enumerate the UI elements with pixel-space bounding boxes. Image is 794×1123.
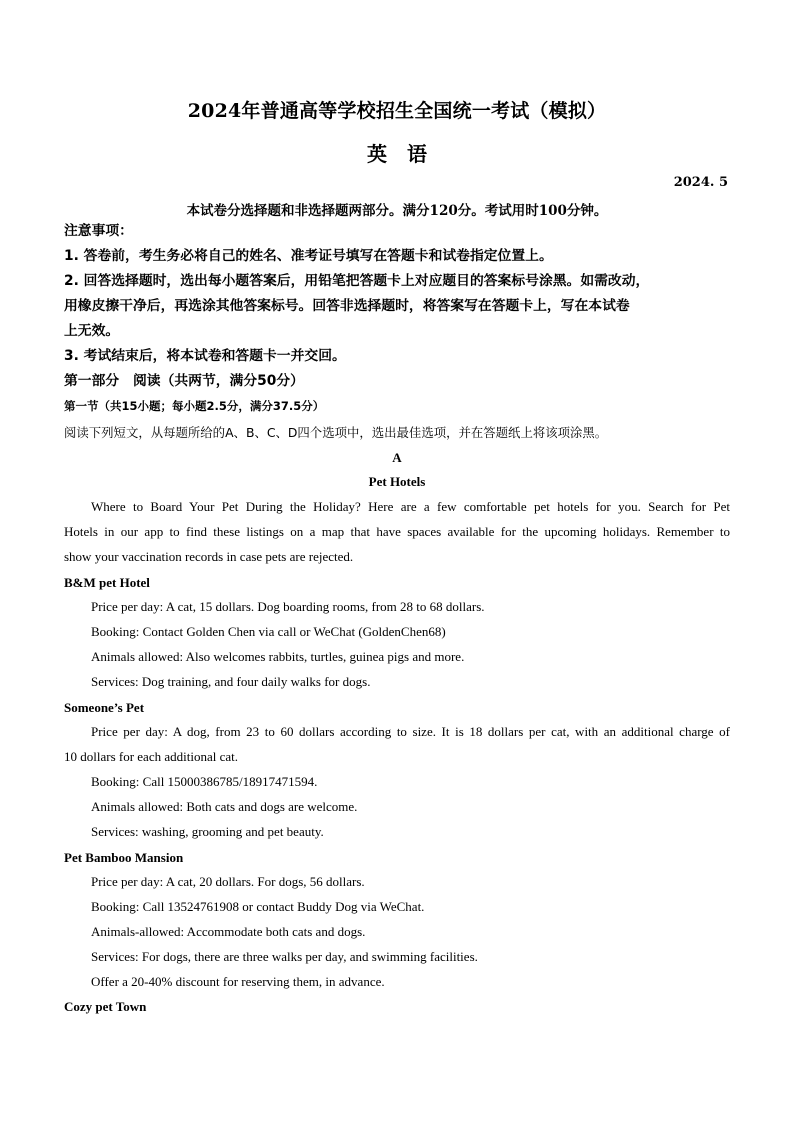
passage-intro-line-2: Hotels in our app to find these listings on a map that have spaces available for the upcoming holidays. Remember to [64,524,730,539]
passage-letter: A [392,450,402,465]
hotel-2-price-line-2: 10 dollars for each additional cat. [64,749,238,764]
passage-title: Pet Hotels [368,474,426,489]
hotel-1-booking: Booking: Contact Golden Chen via call or WeChat (GoldenChen68) [91,624,446,639]
subject-title: 英语 [367,142,447,166]
hotel-2-services: Services: washing, grooming and pet beauty. [91,824,324,839]
hotel-1-name: B&M pet Hotel [64,575,150,590]
hotel-3-name: Pet Bamboo Mansion [64,850,184,865]
hotel-3-price: Price per day: A cat, 20 dollars. For dogs, 56 dollars. [91,874,365,889]
hotel-2-animals: Animals allowed: Both cats and dogs are welcome. [91,799,358,814]
notice-item-2-line-2: 用橡皮擦干净后，再选涂其他答案标号。回答非选择题时，将答案写在答题卡上，写在本试卷 [64,298,630,314]
notice-item-2-line-3: 上无效。 [64,323,120,339]
exam-title: 2024年普通高等学校招生全国统一考试（模拟） [187,100,607,122]
hotel-2-price-line-1: Price per day: A dog, from 23 to 60 dollars according to size. It is 18 dollars per cat, with an additional charge of [91,724,730,739]
notice-item-3: 3. 考试结束后，将本试卷和答题卡一并交回。 [64,348,346,364]
hotel-1-animals: Animals allowed: Also welcomes rabbits, turtles, guinea pigs and more. [91,649,465,664]
hotel-2-name: Someone’s Pet [64,700,145,715]
notice-item-1: 1. 答卷前，考生务必将自己的姓名、准考证号填写在答题卡和试卷指定位置上。 [64,248,553,264]
notice-heading: 注意事项： [64,223,133,239]
passage-intro-line-1: Where to Board Your Pet During the Holiday? Here are a few comfortable pet hotels for you. Search for Pet [91,499,730,514]
hotel-1-services: Services: Dog training, and four daily walks for dogs. [91,674,371,689]
part1-heading: 第一部分 阅读（共两节，满分50分） [64,373,304,389]
reading-instruction: 阅读下列短文，从每题所给的A、B、C、D四个选项中，选出最佳选项，并在答题纸上将该项涂黑。 [64,425,608,440]
hotel-4-name: Cozy pet Town [64,999,147,1014]
section1-heading: 第一节（共15小题；每小题2.5分，满分37.5分） [64,399,325,413]
hotel-3-booking: Booking: Call 13524761908 or contact Buddy Dog via WeChat. [91,899,425,914]
hotel-3-services: Services: For dogs, there are three walks per day, and swimming facilities. [91,949,478,964]
exam-intro: 本试卷分选择题和非选择题两部分。满分120分。考试用时100分钟。 [186,203,608,219]
notice-item-2-line-1: 2. 回答选择题时，选出每小题答案后，用铅笔把答题卡上对应题目的答案标号涂黑。如需改动， [64,273,650,289]
passage-intro-line-3: show your vaccination records in case pets are rejected. [64,549,354,564]
hotel-3-animals: Animals-allowed: Accommodate both cats and dogs. [91,924,366,939]
exam-date: 2024. 5 [673,175,728,190]
hotel-2-booking: Booking: Call 15000386785/18917471594. [91,774,318,789]
hotel-3-offer: Offer a 20-40% discount for reserving them, in advance. [91,974,385,989]
hotel-1-price: Price per day: A cat, 15 dollars. Dog boarding rooms, from 28 to 68 dollars. [91,599,485,614]
